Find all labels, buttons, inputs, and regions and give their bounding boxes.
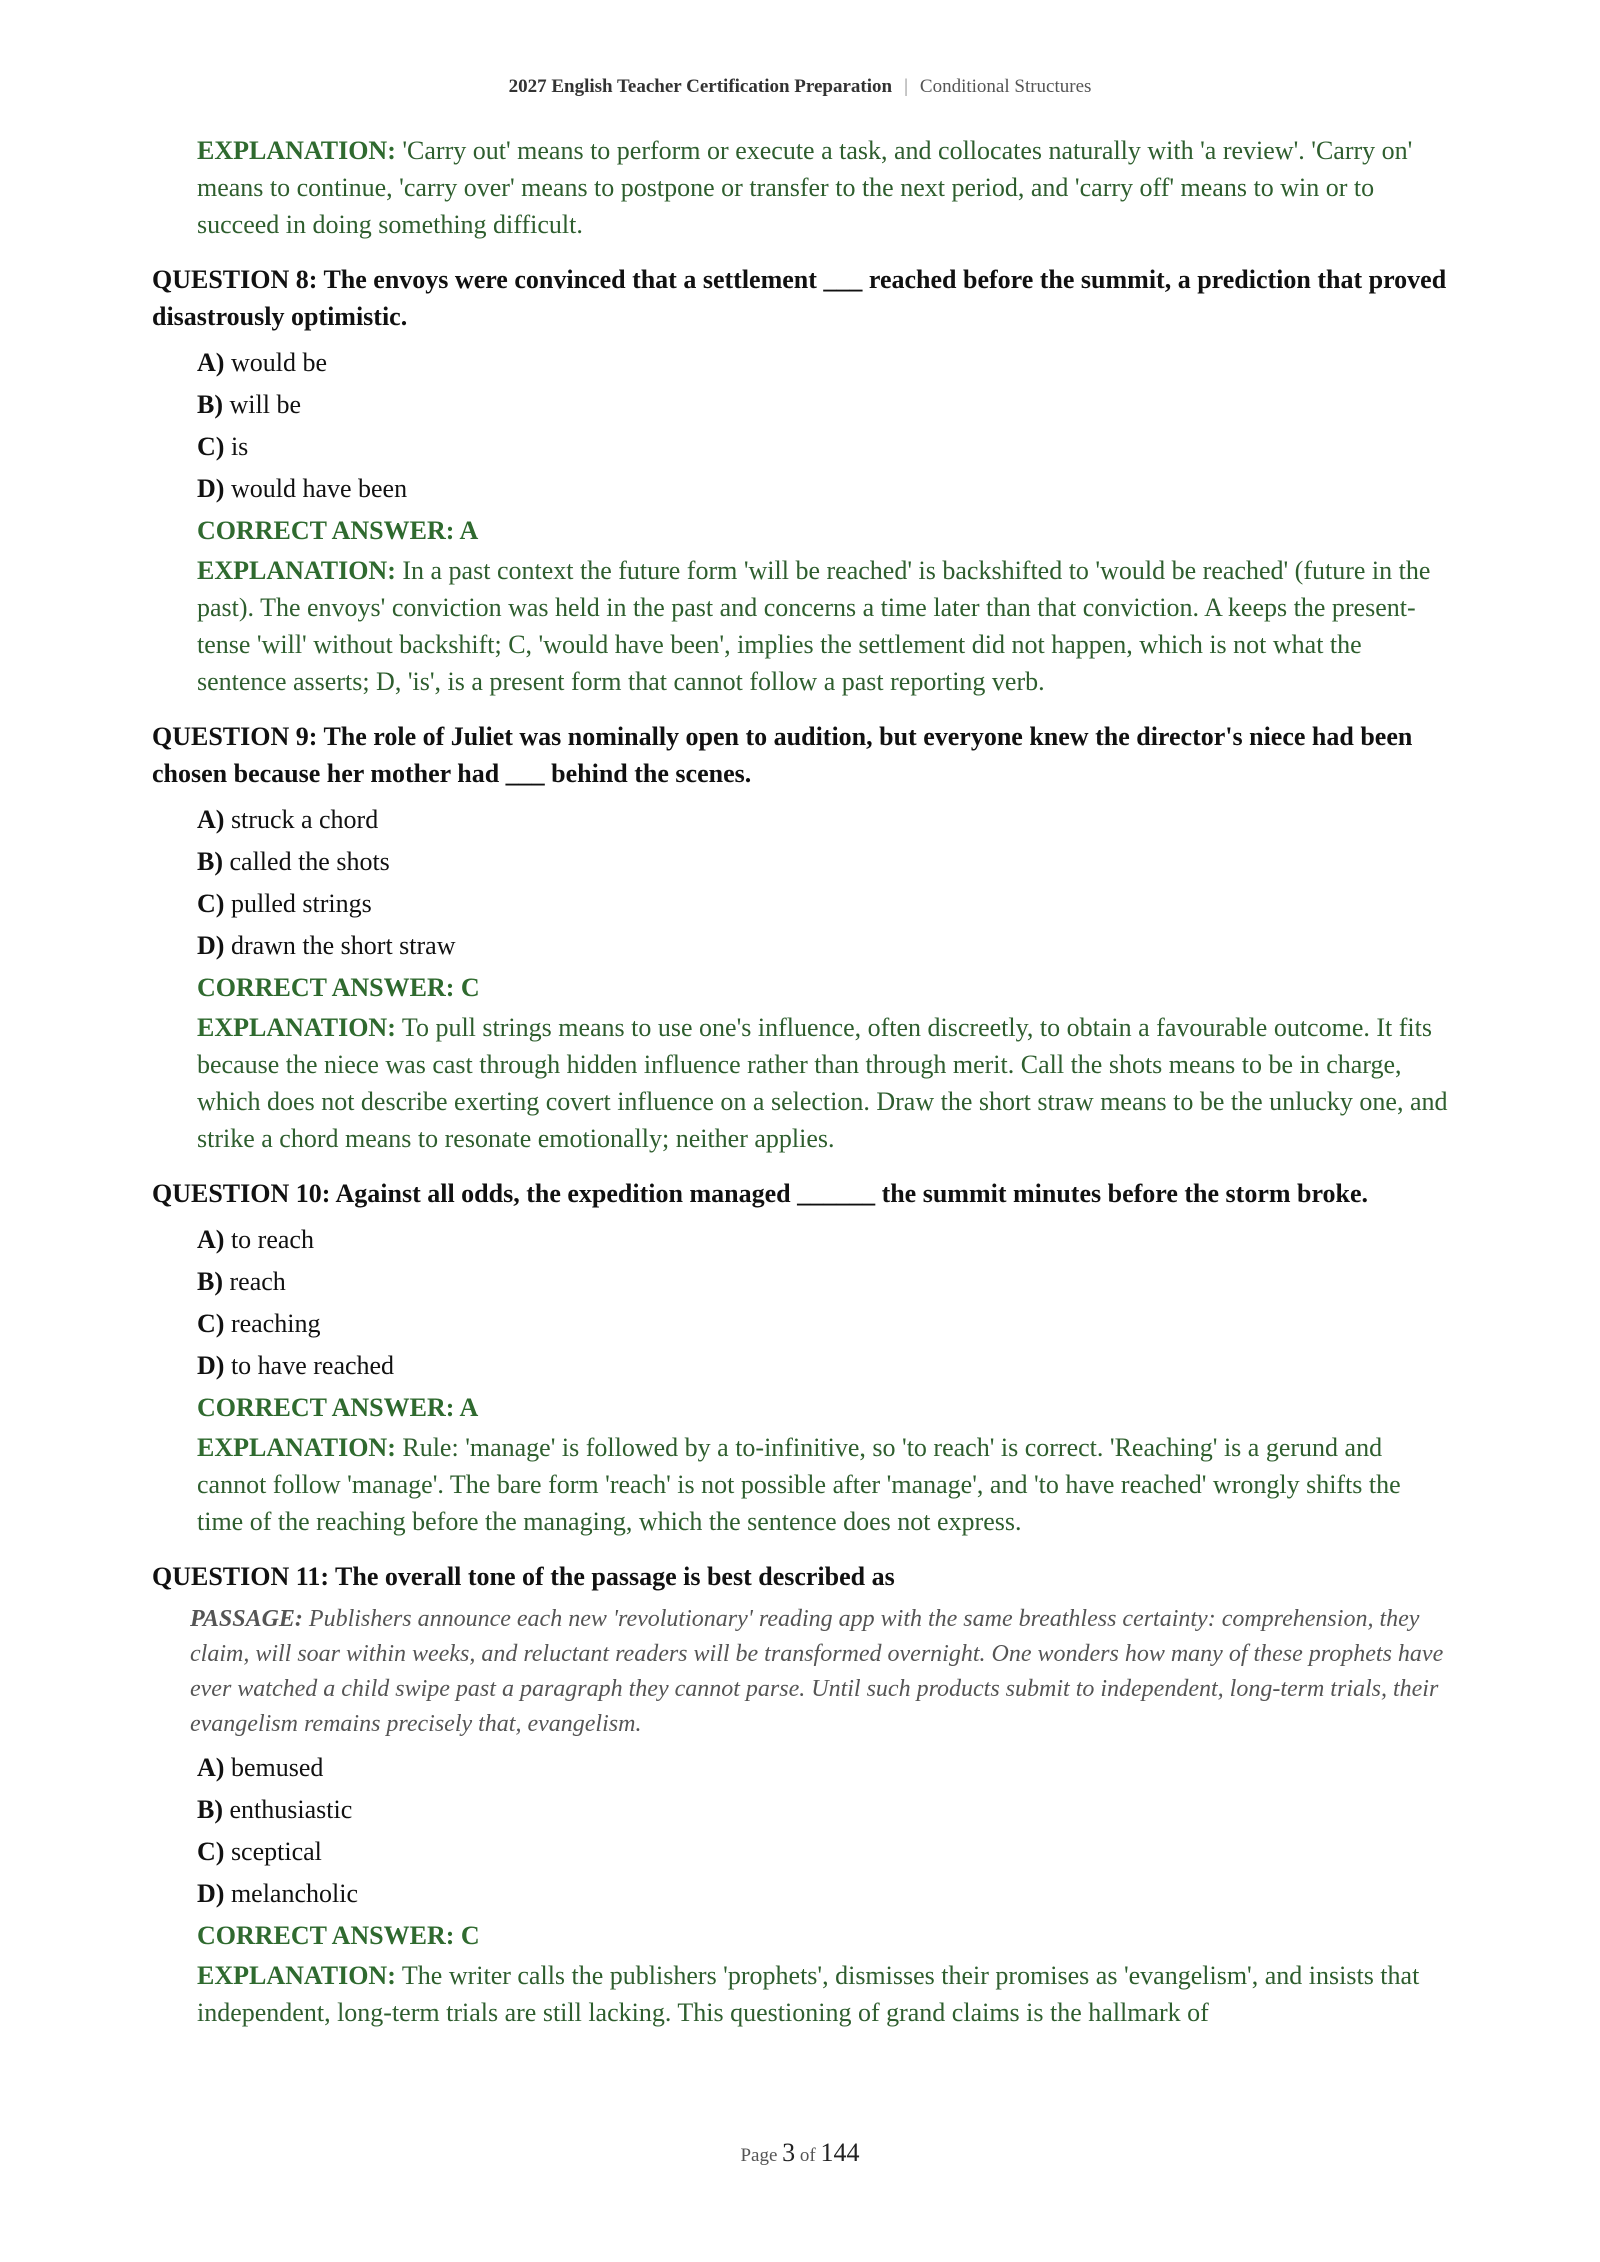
option-text: enthusiastic xyxy=(229,1795,353,1824)
page-number: 3 xyxy=(782,2138,796,2167)
correct-answer: CORRECT ANSWER: A xyxy=(197,516,479,545)
option-text: pulled strings xyxy=(230,889,372,918)
explanation-q7 xyxy=(197,132,1448,243)
option-letter: A) xyxy=(197,805,225,834)
page-footer xyxy=(0,2138,1600,2168)
page-header xyxy=(0,76,1600,98)
option-letter: C) xyxy=(197,889,225,918)
question-10 xyxy=(152,1175,1448,1540)
option-text: to have reached xyxy=(230,1351,395,1380)
option-letter: B) xyxy=(197,390,223,419)
option-a xyxy=(197,342,1448,384)
option-b xyxy=(197,841,1448,883)
passage-label: PASSAGE: xyxy=(190,1606,303,1632)
of-word: of xyxy=(799,2145,816,2166)
option-letter: D) xyxy=(197,1351,225,1380)
reading-passage xyxy=(190,1602,1448,1742)
question-8 xyxy=(152,261,1448,700)
option-text: would have been xyxy=(230,474,408,503)
header-section: Conditional Structures xyxy=(919,76,1092,97)
explanation-label: EXPLANATION: xyxy=(197,556,396,585)
question-stem xyxy=(152,261,1448,335)
option-a xyxy=(197,1747,1448,1789)
option-text: sceptical xyxy=(230,1837,322,1866)
option-c xyxy=(197,426,1448,468)
option-text: reaching xyxy=(230,1309,321,1338)
option-text: drawn the short straw xyxy=(230,931,456,960)
option-text: reach xyxy=(229,1267,286,1296)
option-d xyxy=(197,1345,1448,1387)
option-letter: B) xyxy=(197,1795,223,1824)
option-letter: B) xyxy=(197,847,223,876)
question-label: QUESTION 11: xyxy=(152,1562,329,1591)
option-d xyxy=(197,925,1448,967)
option-b xyxy=(197,1261,1448,1303)
option-text: called the shots xyxy=(229,847,390,876)
question-text: Against all odds, the expedition managed ______ the summit minutes before the storm broke. xyxy=(335,1179,1369,1208)
page-content xyxy=(152,132,1448,2049)
option-a xyxy=(197,799,1448,841)
option-text: bemused xyxy=(230,1753,324,1782)
option-text: melancholic xyxy=(230,1879,358,1908)
question-text: The overall tone of the passage is best described as xyxy=(335,1562,895,1591)
passage-text: Publishers announce each new 'revolutionary' reading app with the same breathless certainty: comprehension, they claim, will soar within weeks, and reluctant readers will be transformed overnight. One wonders how many of these prophets have ever watched a child swipe past a paragraph they cannot parse. Until such products submit to independent, long-term trials, their evangelism remains precisely that, evangelism. xyxy=(190,1606,1444,1737)
explanation-text: To pull strings means to use one's influence, often discreetly, to obtain a favourable outcome. It fits because the niece was cast through hidden influence rather than through merit. Call the shots means to be in charge, which does not describe exerting covert influence on a selection. Draw the short straw means to be the unlucky one, and strike a chord means to resonate emotionally; neither applies. xyxy=(197,1013,1448,1153)
option-letter: C) xyxy=(197,432,225,461)
explanation-label: EXPLANATION: xyxy=(197,1013,396,1042)
explanation xyxy=(197,1429,1448,1540)
question-label: QUESTION 8: xyxy=(152,265,318,294)
explanation-label: EXPLANATION: xyxy=(197,136,396,165)
header-title: 2027 English Teacher Certification Preparation xyxy=(508,76,893,97)
question-11 xyxy=(152,1558,1448,2031)
question-stem xyxy=(152,1558,1448,1595)
explanation xyxy=(197,552,1448,700)
page-word: Page xyxy=(740,2145,778,2166)
header-separator: | xyxy=(904,76,908,97)
option-d xyxy=(197,1873,1448,1915)
option-letter: C) xyxy=(197,1309,225,1338)
explanation-text: 'Carry out' means to perform or execute a task, and collocates naturally with 'a review'. 'Carry on' means to continue, 'carry over' means to postpone or transfer to the next period, and 'carry off' means to win or to succeed in doing something difficult. xyxy=(197,136,1413,239)
option-text: to reach xyxy=(230,1225,314,1254)
option-letter: D) xyxy=(197,474,225,503)
question-label: QUESTION 10: xyxy=(152,1179,331,1208)
option-c xyxy=(197,1831,1448,1873)
total-pages: 144 xyxy=(820,2138,860,2167)
explanation-label: EXPLANATION: xyxy=(197,1433,396,1462)
explanation-text: The writer calls the publishers 'prophets', dismisses their promises as 'evangelism', and insists that independent, long-term trials are still lacking. This questioning of grand claims is the hallmark of xyxy=(197,1961,1420,2027)
question-9 xyxy=(152,718,1448,1157)
option-text: would be xyxy=(230,348,327,377)
explanation xyxy=(197,1957,1448,2031)
option-text: struck a chord xyxy=(230,805,379,834)
explanation-text: In a past context the future form 'will be reached' is backshifted to 'would be reached' (future in the past). The envoys' conviction was held in the past and concerns a time later than that conviction. A keeps the present-tense 'will' without backshift; C, 'would have been', implies the settlement did not happen, which is not what the sentence asserts; D, 'is', is a present form that cannot follow a past reporting verb. xyxy=(197,556,1431,696)
option-c xyxy=(197,883,1448,925)
option-letter: D) xyxy=(197,1879,225,1908)
question-stem xyxy=(152,1175,1448,1212)
question-label: QUESTION 9: xyxy=(152,722,318,751)
explanation-label: EXPLANATION: xyxy=(197,1961,396,1990)
option-letter: C) xyxy=(197,1837,225,1866)
question-text: The role of Juliet was nominally open to audition, but everyone knew the director's niece had been chosen because her mother had ___ behind the scenes. xyxy=(152,722,1413,788)
option-c xyxy=(197,1303,1448,1345)
explanation xyxy=(197,1009,1448,1157)
question-text: The envoys were convinced that a settlement ___ reached before the summit, a prediction that proved disastrously optimistic. xyxy=(152,265,1447,331)
option-d xyxy=(197,468,1448,510)
correct-answer: CORRECT ANSWER: C xyxy=(197,973,480,1002)
option-letter: D) xyxy=(197,931,225,960)
explanation-text: Rule: 'manage' is followed by a to-infinitive, so 'to reach' is correct. 'Reaching' is a gerund and cannot follow 'manage'. The bare form 'reach' is not possible after 'manage', and 'to have reached' wrongly shifts the time of the reaching before the managing, which the sentence does not express. xyxy=(197,1433,1401,1536)
option-letter: A) xyxy=(197,1753,225,1782)
option-letter: A) xyxy=(197,1225,225,1254)
option-b xyxy=(197,1789,1448,1831)
correct-answer: CORRECT ANSWER: A xyxy=(197,1393,479,1422)
correct-answer: CORRECT ANSWER: C xyxy=(197,1921,480,1950)
option-letter: B) xyxy=(197,1267,223,1296)
option-text: is xyxy=(230,432,249,461)
option-text: will be xyxy=(229,390,301,419)
question-stem xyxy=(152,718,1448,792)
option-letter: A) xyxy=(197,348,225,377)
option-a xyxy=(197,1219,1448,1261)
option-b xyxy=(197,384,1448,426)
